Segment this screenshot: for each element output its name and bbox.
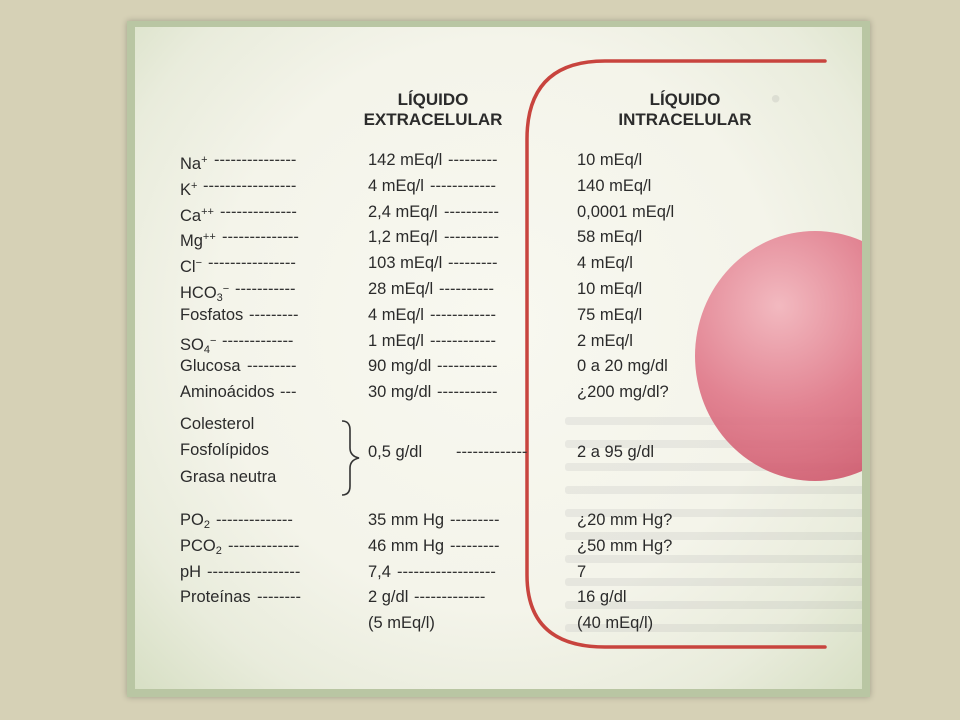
ion-name: $HCO_3^-$ [180, 283, 230, 304]
ion-name: Na+ [180, 154, 208, 173]
ion-name: Aminoácidos [180, 383, 275, 402]
ext-value: 2,4 mEq/l [368, 202, 438, 221]
leader-dashes: ------------- [228, 536, 300, 555]
leader-dashes: ------------- [222, 331, 294, 350]
int-value: ¿50 mm Hg? [577, 536, 673, 555]
header-intracellular: LÍQUIDO INTRACELULAR [618, 90, 752, 129]
int-value: 58 mEq/l [577, 228, 643, 247]
scanned-table [135, 27, 862, 689]
leader-dashes: --------- [450, 511, 500, 529]
ion-name: Mg++ [180, 231, 216, 251]
leader-dashes: ------------- [456, 443, 528, 461]
ext-value: 1 mEq/l [368, 331, 424, 350]
ext-value: 7,4 [368, 562, 391, 581]
ion-name: $PO_2$ [180, 511, 210, 531]
int-value: 0,0001 mEq/l [577, 202, 675, 221]
leader-dashes: --------- [249, 305, 299, 324]
ext-value: 4 mEq/l [368, 305, 424, 324]
ext-value: 30 mg/dl [368, 383, 432, 402]
lipid-name: Colesterol [180, 415, 255, 433]
leader-dashes: ---------- [444, 228, 499, 247]
ion-name: Ca++ [180, 205, 214, 225]
leader-dashes: ------------------ [397, 562, 496, 581]
ion-name: $PCO_2$ [180, 536, 222, 557]
leader-dashes: ----------------- [207, 562, 301, 581]
int-value: 2 a 95 g/dl [577, 443, 655, 461]
slide-frame [127, 21, 870, 697]
ext-value: 0,5 g/dl [368, 443, 423, 461]
leader-dashes: --------- [450, 536, 500, 555]
leader-dashes: ---------- [439, 280, 494, 298]
leader-dashes: ---------- [444, 202, 499, 221]
leader-dashes: ----------- [437, 357, 498, 376]
leader-dashes: --------- [247, 357, 297, 376]
lipid-name: Fosfolípidos [180, 441, 269, 459]
int-value: 2 mEq/l [577, 331, 633, 350]
leader-dashes: ------------- [414, 588, 486, 607]
leader-dashes: ------------ [430, 305, 496, 324]
ion-name: $SO_4^-$ [180, 334, 217, 356]
ion-name: Proteínas [180, 588, 251, 607]
leader-dashes: ------------ [430, 176, 496, 195]
leader-dashes: -------------- [216, 511, 293, 529]
leader-dashes: -------------- [222, 228, 299, 247]
leader-dashes: --------- [448, 151, 498, 169]
ext-value: 142 mEq/l [368, 151, 443, 169]
curly-brace [338, 418, 364, 498]
leader-dashes: ---------------- [208, 254, 296, 273]
ion-name: Fosfatos [180, 305, 244, 324]
int-value: ¿200 mg/dl? [577, 383, 669, 402]
ext-value: 28 mEq/l [368, 280, 434, 298]
leader-dashes: --------------- [214, 151, 297, 169]
leader-dashes: -------------- [220, 202, 297, 221]
ext-value: 4 mEq/l [368, 176, 424, 195]
leader-dashes: --------- [448, 254, 498, 273]
leader-dashes: --- [280, 383, 297, 402]
leader-dashes: -------- [257, 588, 301, 607]
int-value: 10 mEq/l [577, 280, 643, 298]
int-value: 7 [577, 562, 587, 581]
leader-dashes: ------------ [430, 331, 496, 350]
ion-name: pH [180, 562, 202, 581]
ion-name: K+ [180, 179, 198, 199]
leader-dashes: ----------- [235, 280, 296, 298]
ext-value: (5 mEq/l) [368, 614, 435, 632]
ext-value: 2 g/dl [368, 588, 409, 607]
int-value: 0 a 20 mg/dl [577, 357, 668, 376]
ion-name: Glucosa [180, 357, 241, 376]
int-value: (40 mEq/l) [577, 614, 654, 632]
int-value: 140 mEq/l [577, 176, 652, 195]
int-value: 75 mEq/l [577, 305, 643, 324]
background-watermark: · [765, 63, 787, 134]
leader-dashes: ----------- [437, 383, 498, 402]
int-value: 10 mEq/l [577, 151, 643, 169]
int-value: 16 g/dl [577, 588, 627, 607]
int-value: 4 mEq/l [577, 254, 633, 273]
header-extracellular: LÍQUIDO EXTRACELULAR [363, 90, 503, 129]
leader-dashes: ----------------- [203, 176, 297, 195]
int-value: ¿20 mm Hg? [577, 511, 673, 529]
ext-value: 103 mEq/l [368, 254, 443, 273]
ext-value: 1,2 mEq/l [368, 228, 438, 247]
ion-name: Cl− [180, 257, 203, 277]
lipid-name: Grasa neutra [180, 468, 277, 486]
ext-value: 46 mm Hg [368, 536, 445, 555]
ext-value: 35 mm Hg [368, 511, 445, 529]
ext-value: 90 mg/dl [368, 357, 432, 376]
